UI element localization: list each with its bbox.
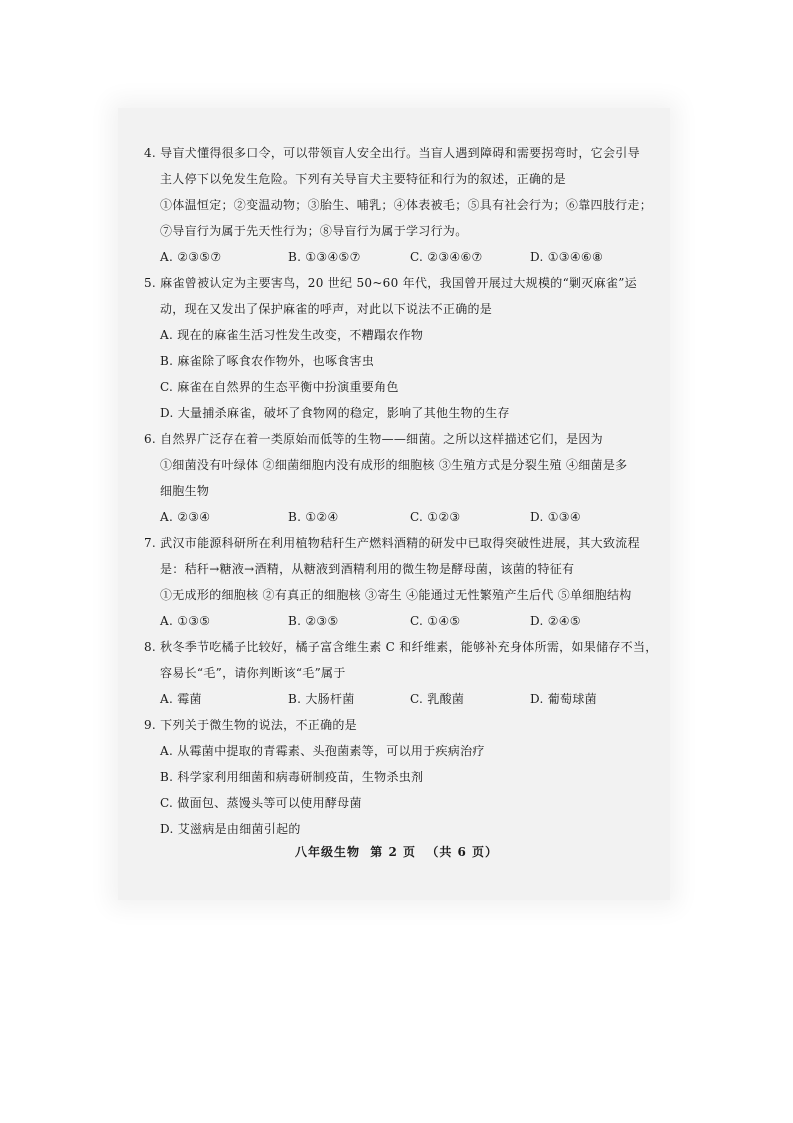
question-8-option-b: B. 大肠杆菌 [288, 692, 355, 706]
question-4-option-a: A. ②③⑤⑦ [160, 250, 222, 264]
question-6-items-line-2: 细胞生物 [160, 484, 210, 498]
question-5-option-a: A. 现在的麻雀生活习性发生改变，不糟蹋农作物 [160, 328, 424, 342]
question-4-stem-line-1: 4. 导盲犬懂得很多口令，可以带领盲人安全出行。当盲人遇到障碍和需要拐弯时，它会引导 [144, 146, 640, 160]
question-9-option-c: C. 做面包、蒸馒头等可以使用酵母菌 [160, 796, 362, 810]
question-9-option-a: A. 从霉菌中提取的青霉素、头孢菌素等，可以用于疾病治疗 [160, 744, 485, 758]
question-9 [144, 712, 664, 842]
question-7-option-c: C. ①④⑤ [410, 614, 461, 628]
question-8-option-a: A. 霉菌 [160, 692, 202, 706]
question-9-option-d: D. 艾滋病是由细菌引起的 [160, 822, 301, 836]
question-4 [144, 140, 664, 270]
question-5-option-d: D. 大量捕杀麻雀，破坏了食物网的稳定，影响了其他生物的生存 [160, 406, 510, 420]
question-7-option-a: A. ①③⑤ [160, 614, 211, 628]
question-6-option-b: B. ①②④ [288, 510, 339, 524]
question-9-option-b: B. 科学家利用细菌和病毒研制疫苗，生物杀虫剂 [160, 770, 424, 784]
question-8-options [144, 686, 664, 712]
question-7-option-d: D. ②④⑤ [530, 614, 581, 628]
question-7-stem-line-1: 7. 武汉市能源科研所在利用植物秸秆生产燃料酒精的研发中已取得突破性进展，其大致流程 [144, 536, 640, 550]
question-6-options [144, 504, 664, 530]
question-5 [144, 270, 664, 426]
question-6-stem-line-1: 6. 自然界广泛存在着一类原始而低等的生物——细菌。之所以这样描述它们，是因为 [144, 432, 603, 446]
question-5-option-b: B. 麻雀除了啄食农作物外，也啄食害虫 [160, 354, 375, 368]
question-4-option-b: B. ①③④⑤⑦ [288, 250, 361, 264]
question-7 [144, 530, 664, 634]
question-8-stem-line-2: 容易长“毛”，请你判断该“毛”属于 [160, 666, 346, 680]
question-4-items-line-2: ⑦导盲行为属于先天性行为；⑧导盲行为属于学习行为。 [160, 224, 468, 238]
question-6-option-c: C. ①②③ [410, 510, 461, 524]
question-7-stem-line-2: 是：秸秆→糖液→酒精，从糖液到酒精利用的微生物是酵母菌，该菌的特征有 [160, 562, 575, 576]
question-8-stem-line-1: 8. 秋冬季节吃橘子比较好，橘子富含维生素 C 和纤维素，能够补充身体所需，如果储存不当， [144, 640, 658, 654]
question-8-option-d: D. 葡萄球菌 [530, 692, 597, 706]
question-4-option-d: D. ①③④⑥⑧ [530, 250, 604, 264]
question-5-stem-line-2: 动，现在又发出了保护麻雀的呼声，对此以下说法不正确的是 [160, 302, 493, 316]
question-6-option-a: A. ②③④ [160, 510, 211, 524]
question-8 [144, 634, 664, 712]
question-4-stem-line-2: 主人停下以免发生危险。下列有关导盲犬主要特征和行为的叙述，正确的是 [160, 172, 566, 186]
question-8-option-c: C. 乳酸菌 [410, 692, 465, 706]
question-7-option-b: B. ②③⑤ [288, 614, 339, 628]
question-4-option-c: C. ②③④⑥⑦ [410, 250, 483, 264]
question-7-options [144, 608, 664, 634]
question-5-option-c: C. 麻雀在自然界的生态平衡中扮演重要角色 [160, 380, 399, 394]
question-6-option-d: D. ①③④ [530, 510, 581, 524]
page-footer: 八年级生物 第 2 页 （共 6 页） [294, 845, 499, 859]
question-4-items-line-1: ①体温恒定；②变温动物；③胎生、哺乳；④体表被毛；⑤具有社会行为；⑥靠四肢行走； [160, 198, 653, 212]
exam-content [144, 140, 664, 842]
question-6-items-line-1: ①细菌没有叶绿体 ②细菌细胞内没有成形的细胞核 ③生殖方式是分裂生殖 ④细菌是多 [160, 458, 628, 472]
question-4-options [144, 244, 664, 270]
question-9-stem-line-1: 9. 下列关于微生物的说法，不正确的是 [144, 718, 357, 732]
question-7-items-line-1: ①无成形的细胞核 ②有真正的细胞核 ③寄生 ④能通过无性繁殖产生后代 ⑤单细胞结构 [160, 588, 632, 602]
question-6 [144, 426, 664, 530]
question-5-stem-line-1: 5. 麻雀曾被认定为主要害鸟，20 世纪 50~60 年代，我国曾开展过大规模的“剿灭麻雀”运 [144, 276, 637, 290]
